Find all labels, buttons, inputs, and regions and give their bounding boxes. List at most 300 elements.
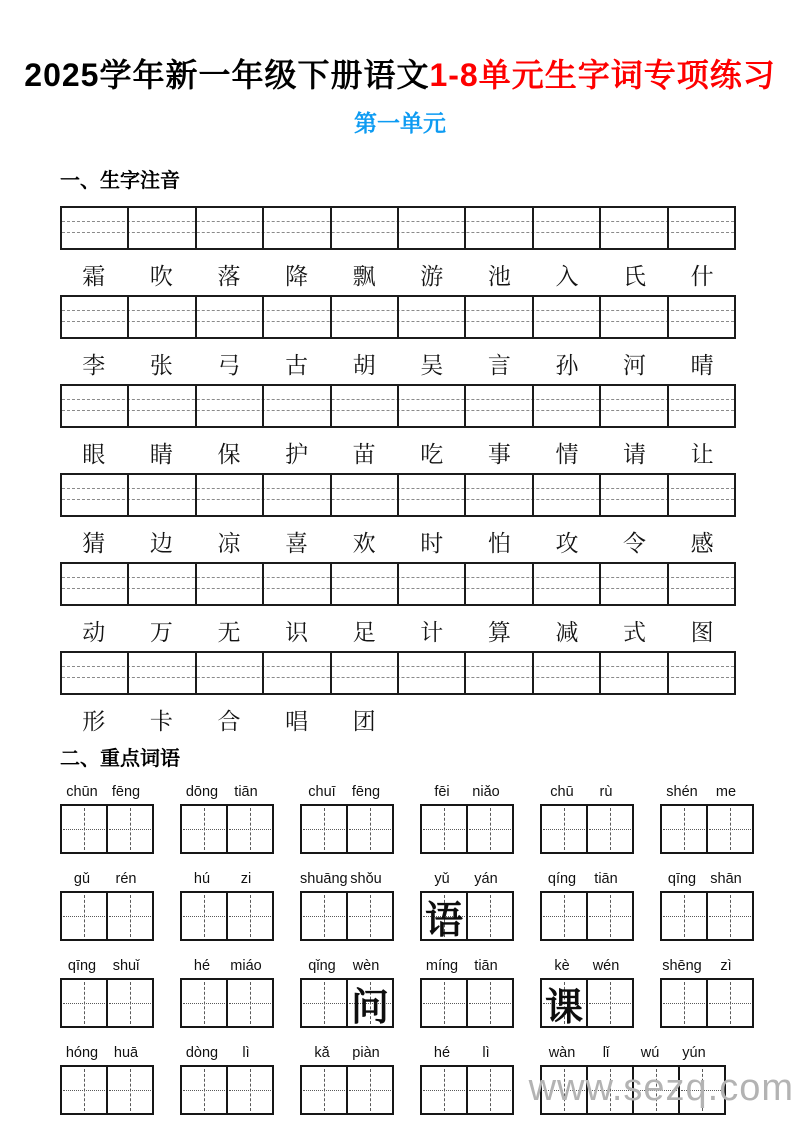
pinyin-writing-grid [60, 562, 736, 606]
key-words-section [60, 784, 742, 1115]
pinyin-cell [601, 564, 668, 604]
pinyin-label-row [660, 784, 754, 802]
grid-cells [62, 475, 734, 515]
pinyin-label-row [540, 871, 634, 889]
character: 胡 [352, 353, 376, 378]
character-row [60, 614, 736, 647]
pinyin-cell [264, 297, 331, 337]
cell-horizontal-dash [183, 1003, 225, 1004]
tianzige-cell [62, 1067, 108, 1113]
character: 图 [690, 620, 714, 645]
word-box-group [60, 871, 154, 941]
pinyin-syllable: tiān [594, 871, 618, 887]
pinyin-syllable: shǒu [350, 871, 382, 887]
tianzige-cell [708, 980, 752, 1026]
pinyin-label-row [300, 958, 394, 976]
tianzige-box [300, 1065, 394, 1115]
tianzige-cell [588, 893, 632, 939]
grid-cells [62, 208, 734, 248]
pinyin-label-row [660, 958, 754, 976]
cell-horizontal-dash [543, 829, 585, 830]
tianzige-cell [108, 806, 152, 852]
character: 足 [352, 620, 376, 645]
cell-horizontal-dash [109, 1003, 151, 1004]
pinyin-syllable: qǐng [308, 958, 336, 974]
tianzige-cell [662, 893, 708, 939]
handwritten-character: 问 [350, 986, 389, 1029]
cell-horizontal-dash [589, 916, 631, 917]
character: 降 [285, 264, 309, 289]
tianzige-box [540, 978, 634, 1028]
character: 令 [623, 531, 647, 556]
character: 请 [623, 442, 647, 467]
character: 卡 [149, 709, 173, 734]
pinyin-label-row [540, 1045, 726, 1063]
pinyin-label-row [660, 871, 754, 889]
word-box-group [180, 871, 274, 941]
tianzige-cell [542, 980, 588, 1029]
pinyin-syllable: hú [193, 871, 211, 887]
character-row [60, 525, 736, 558]
pinyin-syllable: shēng [662, 958, 702, 974]
tianzige-box [660, 891, 754, 941]
tianzige-cell [228, 980, 272, 1026]
pinyin-cell [62, 208, 129, 248]
word-box-group [660, 958, 754, 1028]
character: 时 [420, 531, 444, 556]
pinyin-label-row [60, 784, 154, 802]
character: 式 [623, 620, 647, 645]
grid-cells [62, 564, 734, 604]
pinyin-label-row [300, 784, 394, 802]
cell-horizontal-dash [303, 829, 345, 830]
pinyin-syllable: me [715, 784, 737, 800]
tianzige-cell [108, 980, 152, 1026]
pinyin-cell [466, 297, 533, 337]
word-box-group [60, 958, 154, 1028]
title-black-part: 2025学年新一年级下册语文 [24, 57, 430, 93]
tianzige-cell [468, 893, 512, 939]
pinyin-cell [264, 564, 331, 604]
pinyin-label-row [420, 1045, 514, 1063]
word-box-group [300, 871, 394, 941]
character: 古 [285, 353, 309, 378]
character: 猜 [82, 531, 106, 556]
pinyin-cell [534, 297, 601, 337]
pinyin-label-row [420, 871, 514, 889]
tianzige-box [540, 804, 634, 854]
tianzige-box [60, 1065, 154, 1115]
character: 万 [149, 620, 173, 645]
cell-horizontal-dash [183, 1090, 225, 1091]
word-box-group [420, 958, 514, 1028]
pinyin-cell [332, 297, 399, 337]
pinyin-syllable: kè [554, 958, 570, 974]
character: 氏 [623, 264, 647, 289]
character-row [60, 258, 736, 291]
pinyin-syllable: zi [240, 871, 252, 887]
tianzige-cell [708, 806, 752, 852]
tianzige-box [420, 804, 514, 854]
character: 吹 [149, 264, 173, 289]
word-box-group [300, 1045, 394, 1115]
cell-horizontal-dash [303, 1090, 345, 1091]
pinyin-cell [534, 564, 601, 604]
character: 保 [217, 442, 241, 467]
pinyin-cell [129, 653, 196, 693]
tianzige-box [60, 978, 154, 1028]
tianzige-cell [468, 1067, 512, 1113]
pinyin-cell [669, 208, 734, 248]
pinyin-cell [466, 208, 533, 248]
pinyin-syllable: qíng [547, 871, 577, 887]
pinyin-syllable: hé [193, 958, 211, 974]
cell-horizontal-dash [589, 829, 631, 830]
character: 李 [82, 353, 106, 378]
pinyin-cell [264, 475, 331, 515]
character: 晴 [690, 353, 714, 378]
pinyin-syllable: tiān [474, 958, 498, 974]
pinyin-cell [669, 653, 734, 693]
pinyin-cell [62, 564, 129, 604]
cell-horizontal-dash [469, 1090, 511, 1091]
character: 形 [82, 709, 106, 734]
cell-horizontal-dash [663, 829, 705, 830]
character: 算 [487, 620, 511, 645]
pinyin-syllable: shuāng [300, 871, 348, 887]
pinyin-syllable: hé [433, 1045, 451, 1061]
word-box-group [540, 958, 634, 1028]
character: 苗 [352, 442, 376, 467]
pinyin-cell [669, 475, 734, 515]
character: 欢 [352, 531, 376, 556]
pinyin-syllable: hóng [65, 1045, 99, 1061]
cell-horizontal-dash [663, 1003, 705, 1004]
pinyin-syllable: wàn [548, 1045, 576, 1061]
pinyin-cell [332, 208, 399, 248]
cell-horizontal-dash [63, 1090, 105, 1091]
tianzige-cell [468, 806, 512, 852]
pinyin-cell [332, 475, 399, 515]
pinyin-cell [197, 564, 264, 604]
grid-cells [62, 386, 734, 426]
pinyin-syllable: chū [550, 784, 574, 800]
pinyin-syllable: dòng [185, 1045, 219, 1061]
pinyin-syllable: shuǐ [112, 958, 140, 974]
pinyin-writing-grid [60, 473, 736, 517]
pinyin-cell [669, 386, 734, 426]
cell-horizontal-dash [63, 829, 105, 830]
pinyin-syllable: wú [640, 1045, 660, 1061]
tianzige-cell [302, 806, 348, 852]
pinyin-label-row [60, 1045, 154, 1063]
title-red-part: 1-8单元生字词专项练习 [429, 57, 776, 93]
tianzige-box [420, 978, 514, 1028]
section1-heading: 一、生字注音 [60, 170, 180, 192]
pinyin-writing-grid [60, 295, 736, 339]
pinyin-cell [399, 653, 466, 693]
cell-horizontal-dash [589, 1003, 631, 1004]
character: 团 [352, 709, 376, 734]
pinyin-syllable: tiān [234, 784, 258, 800]
character: 池 [487, 264, 511, 289]
unit-subtitle: 第一单元 [354, 110, 446, 136]
pinyin-syllable: gǔ [73, 871, 91, 887]
tianzige-cell [348, 1067, 392, 1113]
word-box-group [60, 784, 154, 854]
tianzige-box [60, 804, 154, 854]
tianzige-box [180, 804, 274, 854]
pinyin-cell [264, 208, 331, 248]
tianzige-cell [422, 806, 468, 852]
pinyin-cell [534, 208, 601, 248]
pinyin-syllable: rén [115, 871, 137, 887]
character-row [60, 703, 736, 736]
cell-horizontal-dash [349, 916, 391, 917]
pinyin-cell [669, 297, 734, 337]
character: 弓 [217, 353, 241, 378]
word-box-group [540, 784, 634, 854]
character: 感 [690, 531, 714, 556]
character: 什 [690, 264, 714, 289]
character: 动 [82, 620, 106, 645]
pinyin-cell [197, 475, 264, 515]
cell-horizontal-dash [709, 916, 751, 917]
tianzige-box [180, 978, 274, 1028]
pinyin-cell [264, 386, 331, 426]
character: 让 [690, 442, 714, 467]
character: 喜 [285, 531, 309, 556]
character: 攻 [555, 531, 579, 556]
tianzige-cell [182, 893, 228, 939]
pinyin-syllable: lì [482, 1045, 490, 1061]
cell-horizontal-dash [469, 916, 511, 917]
character: 护 [285, 442, 309, 467]
character: 游 [420, 264, 444, 289]
handwritten-character: 语 [424, 899, 463, 942]
pinyin-syllable: rù [599, 784, 613, 800]
character: 吃 [420, 442, 444, 467]
cell-horizontal-dash [663, 916, 705, 917]
character: 怕 [487, 531, 511, 556]
pinyin-label-row [180, 1045, 274, 1063]
pinyin-label-row [180, 958, 274, 976]
cell-horizontal-dash [543, 916, 585, 917]
tianzige-box [420, 1065, 514, 1115]
pinyin-syllable: yǔ [434, 871, 450, 887]
tianzige-cell [302, 980, 348, 1026]
pinyin-cell [601, 653, 668, 693]
pinyin-cell [601, 386, 668, 426]
cell-horizontal-dash [229, 1090, 271, 1091]
pinyin-label-row [420, 958, 514, 976]
pinyin-syllable: yán [474, 871, 498, 887]
pinyin-cell [129, 475, 196, 515]
pinyin-cell [399, 386, 466, 426]
pinyin-writing-grid [60, 384, 736, 428]
pinyin-cell [534, 475, 601, 515]
pinyin-syllable: chūn [66, 784, 98, 800]
pinyin-cell [264, 653, 331, 693]
pinyin-syllable: wén [592, 958, 620, 974]
pinyin-cell [332, 386, 399, 426]
grid-cells [62, 653, 734, 693]
character: 事 [487, 442, 511, 467]
tianzige-cell [542, 893, 588, 939]
pinyin-cell [197, 208, 264, 248]
pinyin-cell [332, 564, 399, 604]
pinyin-syllable: wèn [352, 958, 380, 974]
pinyin-cell [601, 208, 668, 248]
pinyin-cell [129, 564, 196, 604]
tianzige-cell [588, 980, 632, 1026]
pinyin-label-row [180, 784, 274, 802]
cell-horizontal-dash [423, 829, 465, 830]
pinyin-annotation-section [60, 206, 736, 736]
cell-horizontal-dash [709, 1003, 751, 1004]
word-row [60, 871, 742, 942]
pinyin-label-row [540, 784, 634, 802]
tianzige-box [660, 978, 754, 1028]
handwritten-character: 课 [544, 986, 583, 1029]
tianzige-cell [62, 980, 108, 1026]
character: 飘 [352, 264, 376, 289]
tianzige-cell [62, 893, 108, 939]
word-row [60, 784, 736, 854]
word-box-group [540, 871, 634, 941]
pinyin-cell [197, 653, 264, 693]
cell-horizontal-dash [109, 916, 151, 917]
word-box-group [660, 871, 754, 941]
character: 减 [555, 620, 579, 645]
pinyin-writing-grid [60, 651, 736, 695]
pinyin-syllable: fēng [351, 784, 381, 800]
character: 情 [555, 442, 579, 467]
tianzige-cell [422, 1067, 468, 1113]
pinyin-syllable: huā [113, 1045, 139, 1061]
character: 合 [217, 709, 241, 734]
pinyin-cell [399, 208, 466, 248]
character: 唱 [285, 709, 309, 734]
tianzige-cell [228, 1067, 272, 1113]
character: 吴 [420, 353, 444, 378]
tianzige-box [540, 891, 634, 941]
pinyin-syllable: qīng [67, 958, 97, 974]
cell-horizontal-dash [63, 916, 105, 917]
pinyin-cell [62, 475, 129, 515]
word-box-group [180, 1045, 274, 1115]
word-box-group [660, 784, 754, 854]
pinyin-syllable: shān [710, 871, 742, 887]
pinyin-syllable: fēng [111, 784, 141, 800]
pinyin-cell [399, 297, 466, 337]
cell-horizontal-dash [423, 1003, 465, 1004]
pinyin-syllable: zì [720, 958, 732, 974]
pinyin-cell [62, 653, 129, 693]
character: 入 [555, 264, 579, 289]
pinyin-cell [466, 475, 533, 515]
cell-horizontal-dash [229, 1003, 271, 1004]
cell-horizontal-dash [423, 1090, 465, 1091]
pinyin-syllable: chuī [308, 784, 336, 800]
pinyin-cell [534, 653, 601, 693]
tianzige-box [180, 1065, 274, 1115]
cell-horizontal-dash [63, 1003, 105, 1004]
tianzige-cell [588, 806, 632, 852]
tianzige-cell [302, 1067, 348, 1113]
cell-horizontal-dash [183, 916, 225, 917]
cell-horizontal-dash [109, 829, 151, 830]
pinyin-label-row [180, 871, 274, 889]
pinyin-label-row [540, 958, 634, 976]
pinyin-label-row [60, 871, 154, 889]
character: 张 [149, 353, 173, 378]
cell-horizontal-dash [109, 1090, 151, 1091]
character: 无 [217, 620, 241, 645]
cell-horizontal-dash [469, 1003, 511, 1004]
tianzige-cell [108, 1067, 152, 1113]
pinyin-syllable: piàn [352, 1045, 380, 1061]
pinyin-syllable: yún [682, 1045, 706, 1061]
tianzige-cell [422, 980, 468, 1026]
word-box-group [420, 784, 514, 854]
pinyin-syllable: kǎ [314, 1045, 330, 1061]
pinyin-cell [197, 386, 264, 426]
pinyin-syllable: qīng [667, 871, 697, 887]
pinyin-syllable: dōng [185, 784, 219, 800]
word-box-group [420, 871, 514, 941]
tianzige-cell [708, 893, 752, 939]
tianzige-cell [348, 893, 392, 939]
pinyin-syllable: lǐ [602, 1045, 610, 1061]
watermark: www.sezq.com [528, 1067, 794, 1109]
character: 眼 [82, 442, 106, 467]
character-row [60, 347, 736, 380]
character: 睛 [149, 442, 173, 467]
cell-horizontal-dash [229, 916, 271, 917]
pinyin-cell [669, 564, 734, 604]
character: 孙 [555, 353, 579, 378]
worksheet-content [60, 164, 742, 1115]
pinyin-syllable: fēi [434, 784, 450, 800]
tianzige-box [300, 978, 394, 1028]
pinyin-cell [466, 564, 533, 604]
word-row [60, 958, 736, 1028]
pinyin-syllable: niǎo [472, 784, 500, 800]
pinyin-cell [62, 297, 129, 337]
tianzige-box [180, 891, 274, 941]
page-title [0, 50, 800, 96]
pinyin-cell [601, 475, 668, 515]
section2-heading: 二、重点词语 [60, 748, 180, 770]
tianzige-cell [542, 806, 588, 852]
pinyin-syllable: shén [666, 784, 698, 800]
tianzige-cell [228, 893, 272, 939]
tianzige-cell [662, 980, 708, 1026]
pinyin-cell [399, 564, 466, 604]
character: 言 [487, 353, 511, 378]
character: 计 [420, 620, 444, 645]
tianzige-cell [182, 806, 228, 852]
pinyin-label-row [300, 1045, 394, 1063]
pinyin-cell [129, 297, 196, 337]
tianzige-cell [348, 806, 392, 852]
pinyin-cell [466, 386, 533, 426]
grid-cells [62, 297, 734, 337]
pinyin-writing-grid [60, 206, 736, 250]
pinyin-syllable: miáo [230, 958, 262, 974]
word-box-group [180, 784, 274, 854]
